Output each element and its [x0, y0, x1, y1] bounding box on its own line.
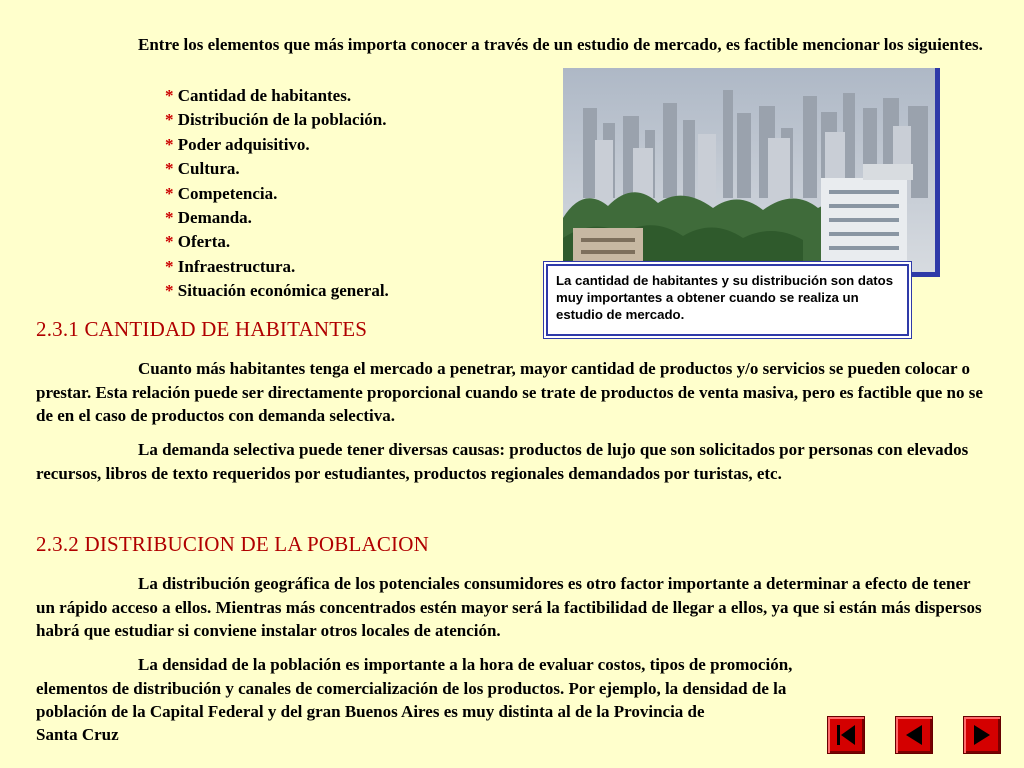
previous-slide-button[interactable] [895, 716, 933, 754]
list-item: * Demanda. [165, 208, 252, 228]
list-item: * Cultura. [165, 159, 240, 179]
section-title-cantidad: 2.3.1 CANTIDAD DE HABITANTES [36, 317, 368, 341]
list-item: * Competencia. [165, 183, 278, 203]
list-item: * Cantidad de habitantes. [165, 86, 352, 105]
list-item: * Oferta. [165, 232, 231, 252]
first-slide-icon [828, 717, 864, 753]
bullet-star: * [165, 208, 174, 228]
paragraph: Cuanto más habitantes tenga el mercado a penetrar, mayor cantidad de productos y/o servicios se pueden colocar o prestar. Esta relación puede ser directamente proporcional cuando se trate de productos de venta masiva, pero es factible que no se de en el caso de productos con demanda selectiva. [36, 359, 983, 425]
section-title-distribucion: 2.3.2 DISTRIBUCION DE LA POBLACION [36, 532, 429, 556]
paragraph: La demanda selectiva puede tener diversas causas: productos de lujo que son solicitados por personas con elevados recursos, libros de texto requeridos por estudiantes, productos regionales demandados por turistas, etc. [36, 440, 969, 483]
bullet-star: * [165, 86, 174, 105]
paragraph: La densidad de la población es importante a la hora de evaluar costos, tipos de promoción, elementos de distribución y canales de comercialización de los productos. Por ejemplo, la densidad de la población de la Capital Federal y del gran Buenos Aires es muy distinta al de la Provincia de [36, 655, 793, 721]
city-photo-frame [563, 68, 940, 277]
bullet-star: * [165, 256, 174, 276]
bullet-star: * [165, 159, 174, 179]
market-elements-list [165, 84, 389, 304]
bullet-star: * [165, 134, 174, 154]
photo-caption [546, 264, 909, 336]
caption-text: La cantidad de habitantes y su distribución son datos muy importantes a obtener cuando se realiza un estudio de mercado. [556, 273, 894, 322]
first-slide-button[interactable] [827, 716, 865, 754]
bullet-star: * [165, 281, 174, 301]
list-item: * Situación económica general. [165, 281, 389, 301]
city-skyline-image [563, 68, 935, 272]
bullet-star: * [165, 110, 174, 130]
next-slide-icon [964, 717, 1000, 753]
city-skyline-photo [563, 68, 935, 272]
paragraph-end: Santa Cruz [36, 725, 119, 744]
bullet-star: * [165, 232, 174, 252]
bullet-star: * [165, 183, 174, 203]
list-item: * Distribución de la población. [165, 110, 387, 130]
next-slide-button[interactable] [963, 716, 1001, 754]
list-item: * Poder adquisitivo. [165, 134, 310, 154]
intro-paragraph: Entre los elementos que más importa conocer a través de un estudio de mercado, es factible mencionar los siguientes. [138, 35, 983, 54]
paragraph: La distribución geográfica de los potenciales consumidores es otro factor importante a determinar a efecto de tener un rápido acceso a ellos. Mientras más concentrados estén mayor será la factibilidad de llegar a ellos, ya que si están más dispersos habrá que estudiar si conviene instalar otros locales de atención. [36, 574, 982, 640]
list-item: * Infraestructura. [165, 256, 296, 276]
previous-slide-icon [896, 717, 932, 753]
